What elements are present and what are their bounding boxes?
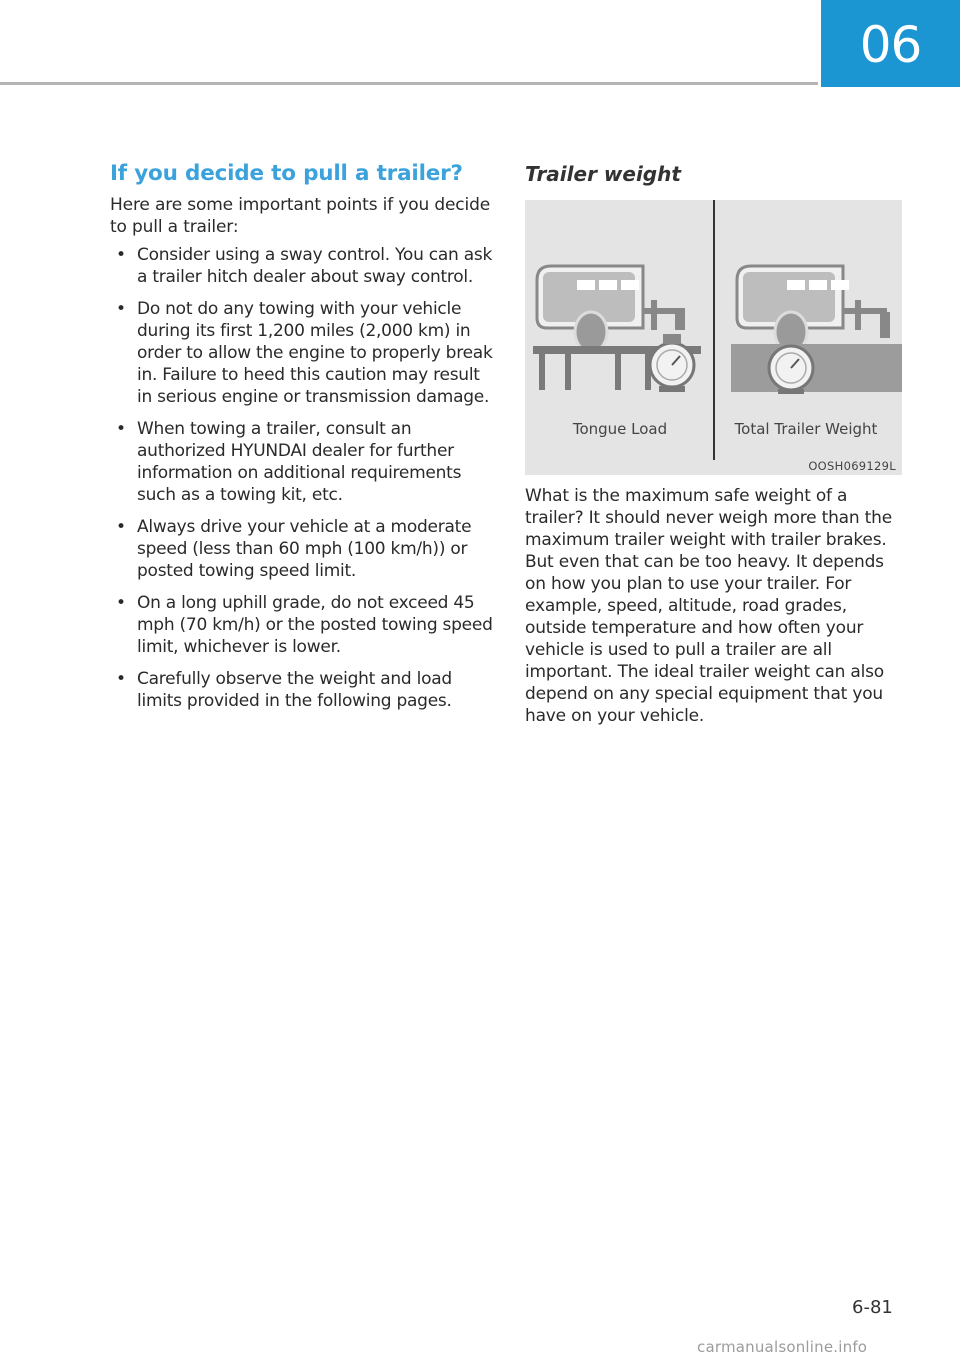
- right-column: [525, 158, 905, 727]
- list-item: • On a long uphill grade, do not exceed 45 mph (70 km/h) or the posted towing speed limit, whichever is lower.: [116, 593, 493, 657]
- tongue-load-label: Tongue Load: [572, 420, 668, 438]
- total-trailer-weight-label: Total Trailer Weight: [734, 420, 878, 438]
- bullet-icon: •: [116, 299, 126, 319]
- header-rule: [0, 82, 818, 85]
- list-item: • Always drive your vehicle at a moderate speed (less than 60 mph (100 km/h)) or posted towing speed limit.: [116, 517, 472, 581]
- figure-divider: [713, 200, 715, 460]
- trailer-weight-figure: [525, 200, 902, 475]
- subsection-title: Trailer weight: [525, 162, 681, 186]
- watermark: carmanualsonline.info: [697, 1338, 868, 1356]
- chapter-tab: [821, 0, 960, 87]
- page-number: 6-81: [852, 1297, 893, 1318]
- list-item: • Do not do any towing with your vehicle during its first 1,200 miles (2,000 km) in order to allow the engine to properly break in. Failure to heed this caution may result in serious engine or transmission damage.: [116, 299, 493, 407]
- trailer-tips-list: [110, 244, 495, 712]
- bullet-icon: •: [116, 517, 126, 537]
- tongue-load-illustration: [533, 266, 701, 392]
- total-weight-illustration: [731, 266, 902, 394]
- section-title: If you decide to pull a trailer?: [110, 161, 463, 186]
- trailer-weight-paragraph: What is the maximum safe weight of a trailer? It should never weigh more than the maximum trailer weight with trailer brakes. But even that can be too heavy. It depends on how you plan to use your trailer. For example, speed, altitude, road grades, outside temperature and how often your vehicle is used to pull a trailer are all important. The ideal trailer weight can also depend on any special equipment that you have on your vehicle.: [525, 486, 892, 726]
- figure-code: OOSH069129L: [808, 459, 896, 473]
- bullet-icon: •: [116, 419, 126, 439]
- bullet-icon: •: [116, 593, 126, 613]
- list-item: • Carefully observe the weight and load limits provided in the following pages.: [116, 669, 452, 711]
- left-column: [110, 158, 495, 722]
- bullet-icon: •: [116, 669, 126, 689]
- list-item: • Consider using a sway control. You can ask a trailer hitch dealer about sway control.: [116, 245, 493, 287]
- chapter-number: 06: [859, 15, 922, 74]
- bullet-icon: •: [116, 245, 126, 265]
- intro-paragraph: Here are some important points if you decide to pull a trailer:: [110, 195, 491, 237]
- list-item: • When towing a trailer, consult an authorized HYUNDAI dealer for further information on additional requirements such as a towing kit, etc.: [116, 419, 462, 505]
